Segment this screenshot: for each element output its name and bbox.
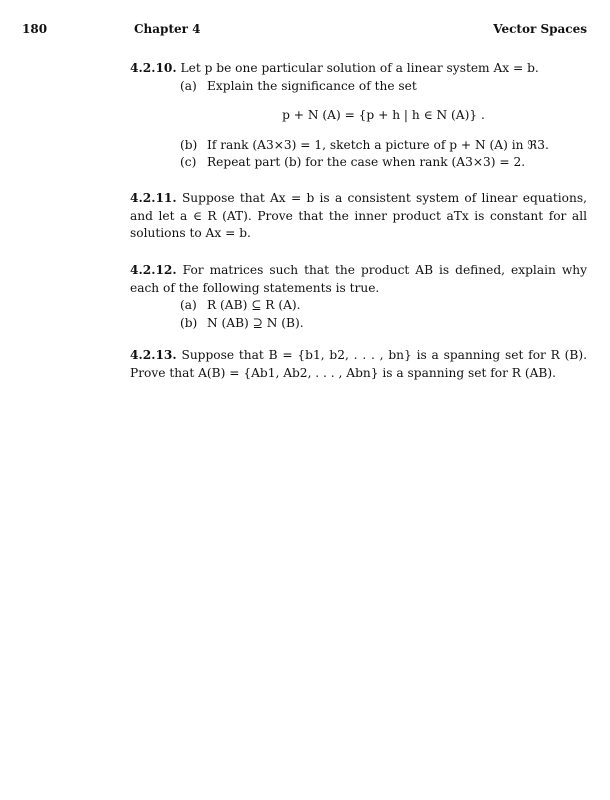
exercise-number: 4.2.11. <box>130 191 177 205</box>
exercise-text: Suppose that B = {b1, b2, . . . , bn} is a spanning set for R (B). Prove that A(B) = {Ab1, Ab2, . . . , Abn} is a spanning set for R (AB). <box>130 348 587 380</box>
exercise-number: 4.2.13. <box>130 348 177 362</box>
exercise-4-2-12 <box>130 262 587 332</box>
display-equation: p + N (A) = {p + h | h ∈ N (A)} . <box>282 108 485 122</box>
exercise-text: For matrices such that the product AB is defined, explain why each of the following statements is true. <box>130 263 587 295</box>
part-c <box>130 154 587 172</box>
page-number: 180 <box>22 22 48 36</box>
part-label: (c) <box>180 155 197 169</box>
exercise-4-2-11 <box>130 190 587 243</box>
part-text: Explain the significance of the set <box>207 78 417 93</box>
part-label: (b) <box>180 315 198 330</box>
chapter-title: Chapter 4 <box>134 22 201 36</box>
part-text: N (AB) ⊇ N (B). <box>207 315 304 330</box>
part-b <box>130 315 587 333</box>
part-a <box>130 78 587 96</box>
part-label: (a) <box>180 78 197 93</box>
part-b <box>130 137 587 155</box>
part-text: If rank (A3×3) = 1, sketch a picture of p + N (A) in ℜ3. <box>207 137 549 152</box>
section-title: Vector Spaces <box>493 22 587 36</box>
exercise-intro <box>130 60 587 78</box>
exercise-number: 4.2.10. <box>130 61 177 75</box>
part-text: R (AB) ⊆ R (A). <box>207 298 301 312</box>
exercise-4-2-10 <box>130 60 587 172</box>
exercise-4-2-13 <box>130 347 587 382</box>
part-a <box>130 297 587 315</box>
exercise-text: Suppose that Ax = b is a consistent system of linear equations, and let a ∈ R (AT). Prove that the inner product aTx is constant for all solutions to Ax = b. <box>130 191 587 240</box>
exercise-text: Let p be one particular solution of a linear system Ax = b. <box>180 61 539 75</box>
exercise-number: 4.2.12. <box>130 263 177 277</box>
part-text: Repeat part (b) for the case when rank (A3×3) = 2. <box>207 155 526 169</box>
exercise-intro <box>130 262 587 297</box>
part-label: (a) <box>180 298 197 312</box>
part-label: (b) <box>180 137 198 152</box>
